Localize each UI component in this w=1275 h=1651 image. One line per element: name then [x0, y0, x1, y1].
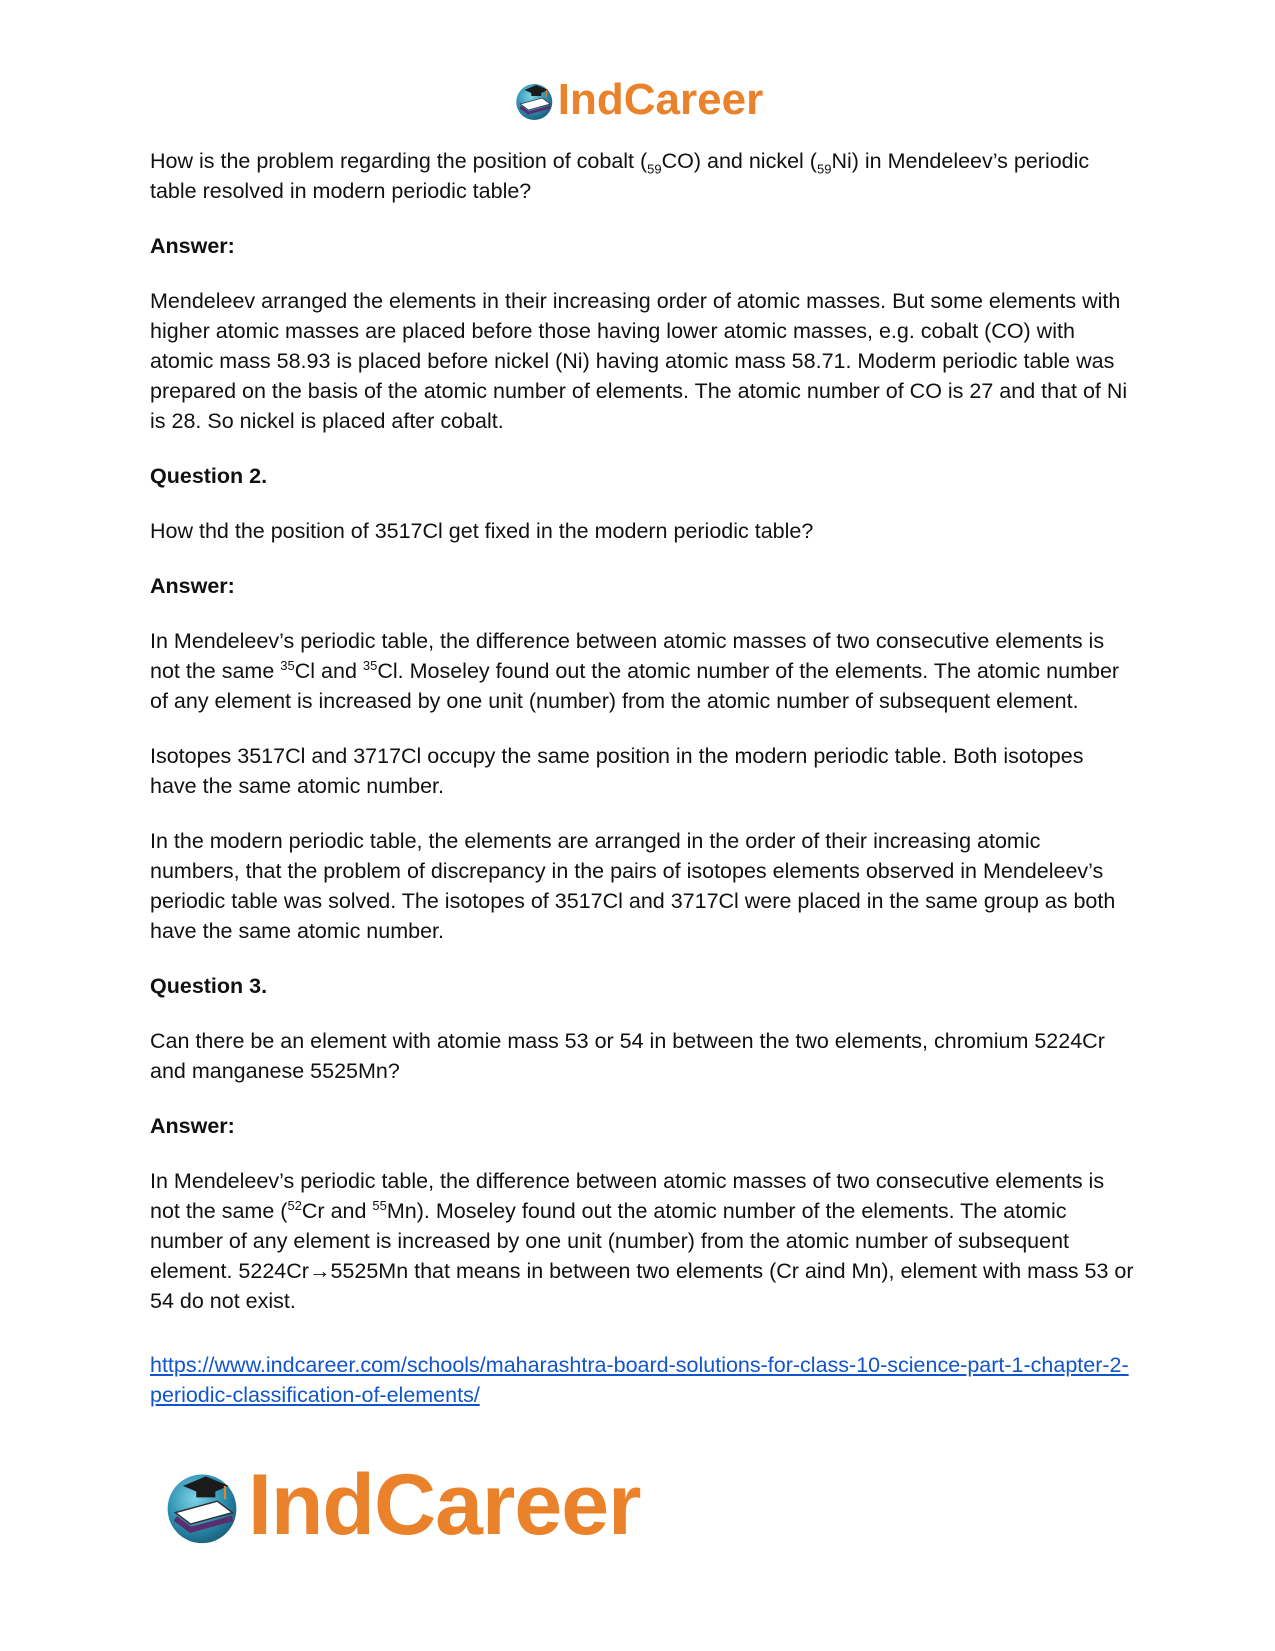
source-link-paragraph: [150, 1350, 1135, 1410]
question2-label: Question 2.: [150, 464, 268, 488]
answer1-text: Mendeleev arranged the elements in their increasing order of atomic masses. But some elements with higher atomic masses are placed before those having lower atomic masses, e.g. cobalt (CO) with atomic mass 58.93 is placed before nickel (Ni) having atomic mass 58.71. Moderm periodic table was prepared on the basis of the atomic number of elements. The atomic number of CO is 27 and that of Ni is 28. So nickel is placed after cobalt.: [150, 289, 1128, 433]
answer2-label: Answer:: [150, 574, 235, 598]
question3-text: Can there be an element with atomie mass 53 or 54 in between the two elements, chromium 5224Cr and manganese 5525Mn?: [150, 1029, 1105, 1083]
answer3-label: Answer:: [150, 1114, 235, 1138]
question2-text: How thd the position of 3517Cl get fixed in the modern periodic table?: [150, 519, 814, 543]
answer2-paragraph-1: In Mendeleev’s periodic table, the difference between atomic masses of two consecutive elements is not the same $^{35}$Cl and $^{35}$Cl. Moseley found out the atomic number of the elements. The atomic number of any element is increased by one unit (number) from the atomic number of subsequent element.: [150, 629, 1120, 713]
document-body: [150, 146, 1135, 1435]
graduation-book-globe-icon: [512, 78, 556, 122]
answer1-label: Answer:: [150, 234, 235, 258]
graduation-book-globe-icon: [160, 1463, 244, 1547]
footer-logo: [160, 1457, 641, 1553]
answer2-paragraph-2: Isotopes 3517Cl and 3717Cl occupy the same position in the modern periodic table. Both isotopes have the same atomic number.: [150, 744, 1084, 798]
answer3-paragraph-1: In Mendeleev’s periodic table, the difference between atomic masses of two consecutive elements is not the same ($^{52}$Cr and $^{55}$Mn). Moseley found out the atomic number of the elements. The atomic number of any element is increased by one unit (number) from the atomic number of subsequent element. 5224Cr→5525Mn that means in between two elements (Cr aind Mn), element with mass 53 or 54 do not exist.: [150, 1169, 1134, 1313]
logo-text: IndCareer: [557, 75, 764, 124]
question3-label: Question 3.: [150, 974, 268, 998]
intro-question: How is the problem regarding the position of cobalt $(_{59}CO)$ and nickel $(_{59}Ni)$ in Mendeleev’s periodic table resolved in modern periodic table?: [150, 149, 1090, 203]
header-logo: [512, 75, 764, 124]
answer2-paragraph-3: In the modern periodic table, the elements are arranged in the order of their increasing atomic numbers, that the problem of discrepancy in the pairs of isotopes elements observed in Mendeleev’s periodic table was solved. The isotopes of 3517Cl and 3717Cl were placed in the same group as both have the same atomic number.: [150, 829, 1116, 943]
source-link[interactable]: https://www.indcareer.com/schools/maharashtra-board-solutions-for-class-10-science-part-1-chapter-2-periodic-classification-of-elements/: [150, 1353, 1129, 1407]
footer-logo-text: IndCareer: [248, 1457, 641, 1553]
